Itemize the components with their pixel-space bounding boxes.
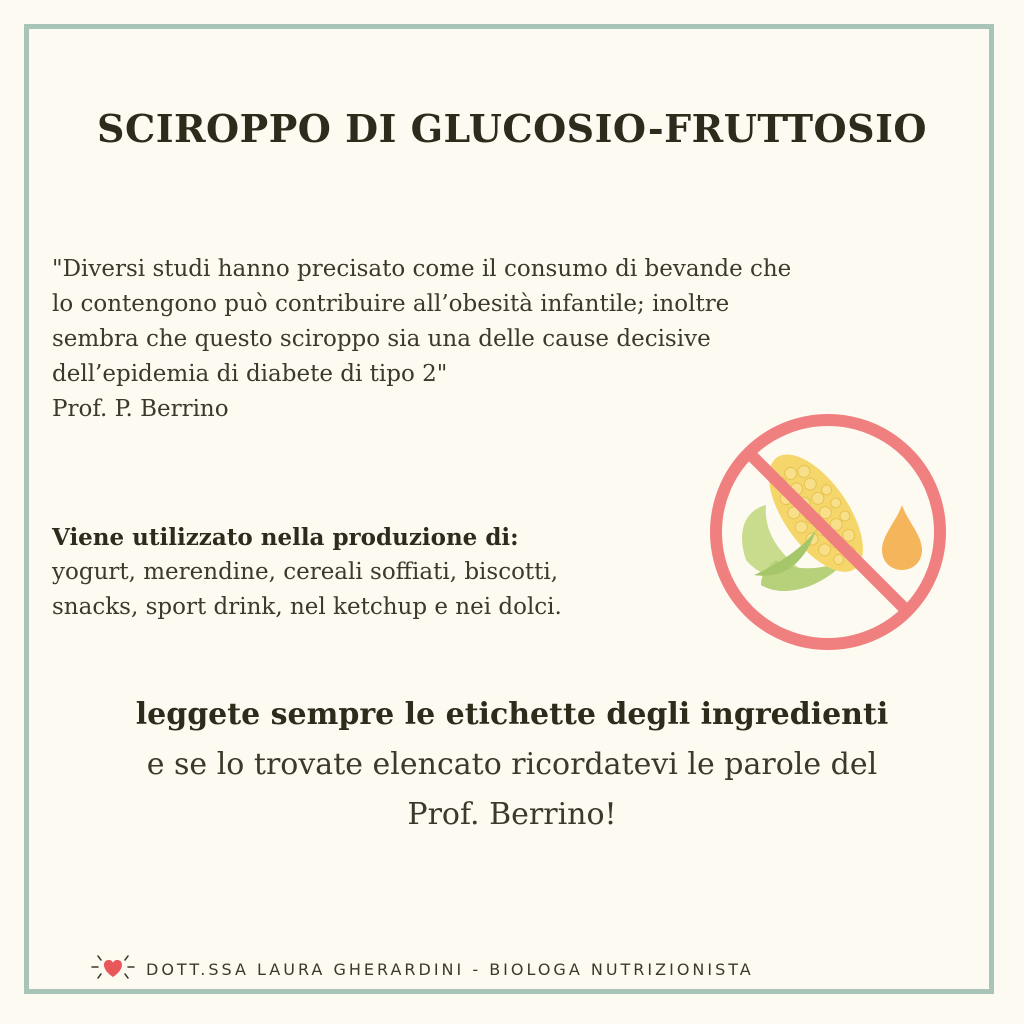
no-corn-syrup-icon (706, 410, 950, 654)
quote-line: dell’epidemia di diabete di tipo 2" (52, 361, 448, 387)
usage-heading: Viene utilizzato nella produzione di: (52, 524, 519, 551)
call-to-action (0, 690, 1024, 840)
quote-line: "Diversi studi hanno precisato come il consumo di bevande che (52, 256, 792, 282)
quote-block (52, 252, 972, 427)
footer-credit: DOTT.SSA LAURA GHERARDINI - BIOLOGA NUTRIZIONISTA (146, 959, 754, 979)
page-title: SCIROPPO DI GLUCOSIO-FRUTTOSIO (97, 106, 927, 151)
footer (90, 955, 754, 983)
heart-icon (90, 953, 136, 985)
cta-strong: leggete sempre le etichette degli ingredienti (135, 697, 889, 732)
quote-line: sembra che questo sciroppo sia una delle cause decisive (52, 326, 711, 352)
quote-line: lo contengono può contribuire all’obesità infantile; inoltre (52, 291, 730, 317)
quote-author: Prof. P. Berrino (52, 396, 229, 422)
usage-line: yogurt, merendine, cereali soffiati, biscotti, (52, 559, 559, 585)
cta-line: e se lo trovate elencato ricordatevi le parole del (146, 747, 878, 782)
cta-line: Prof. Berrino! (407, 797, 617, 832)
usage-line: snacks, sport drink, nel ketchup e nei dolci. (52, 594, 562, 620)
usage-block (52, 520, 712, 625)
